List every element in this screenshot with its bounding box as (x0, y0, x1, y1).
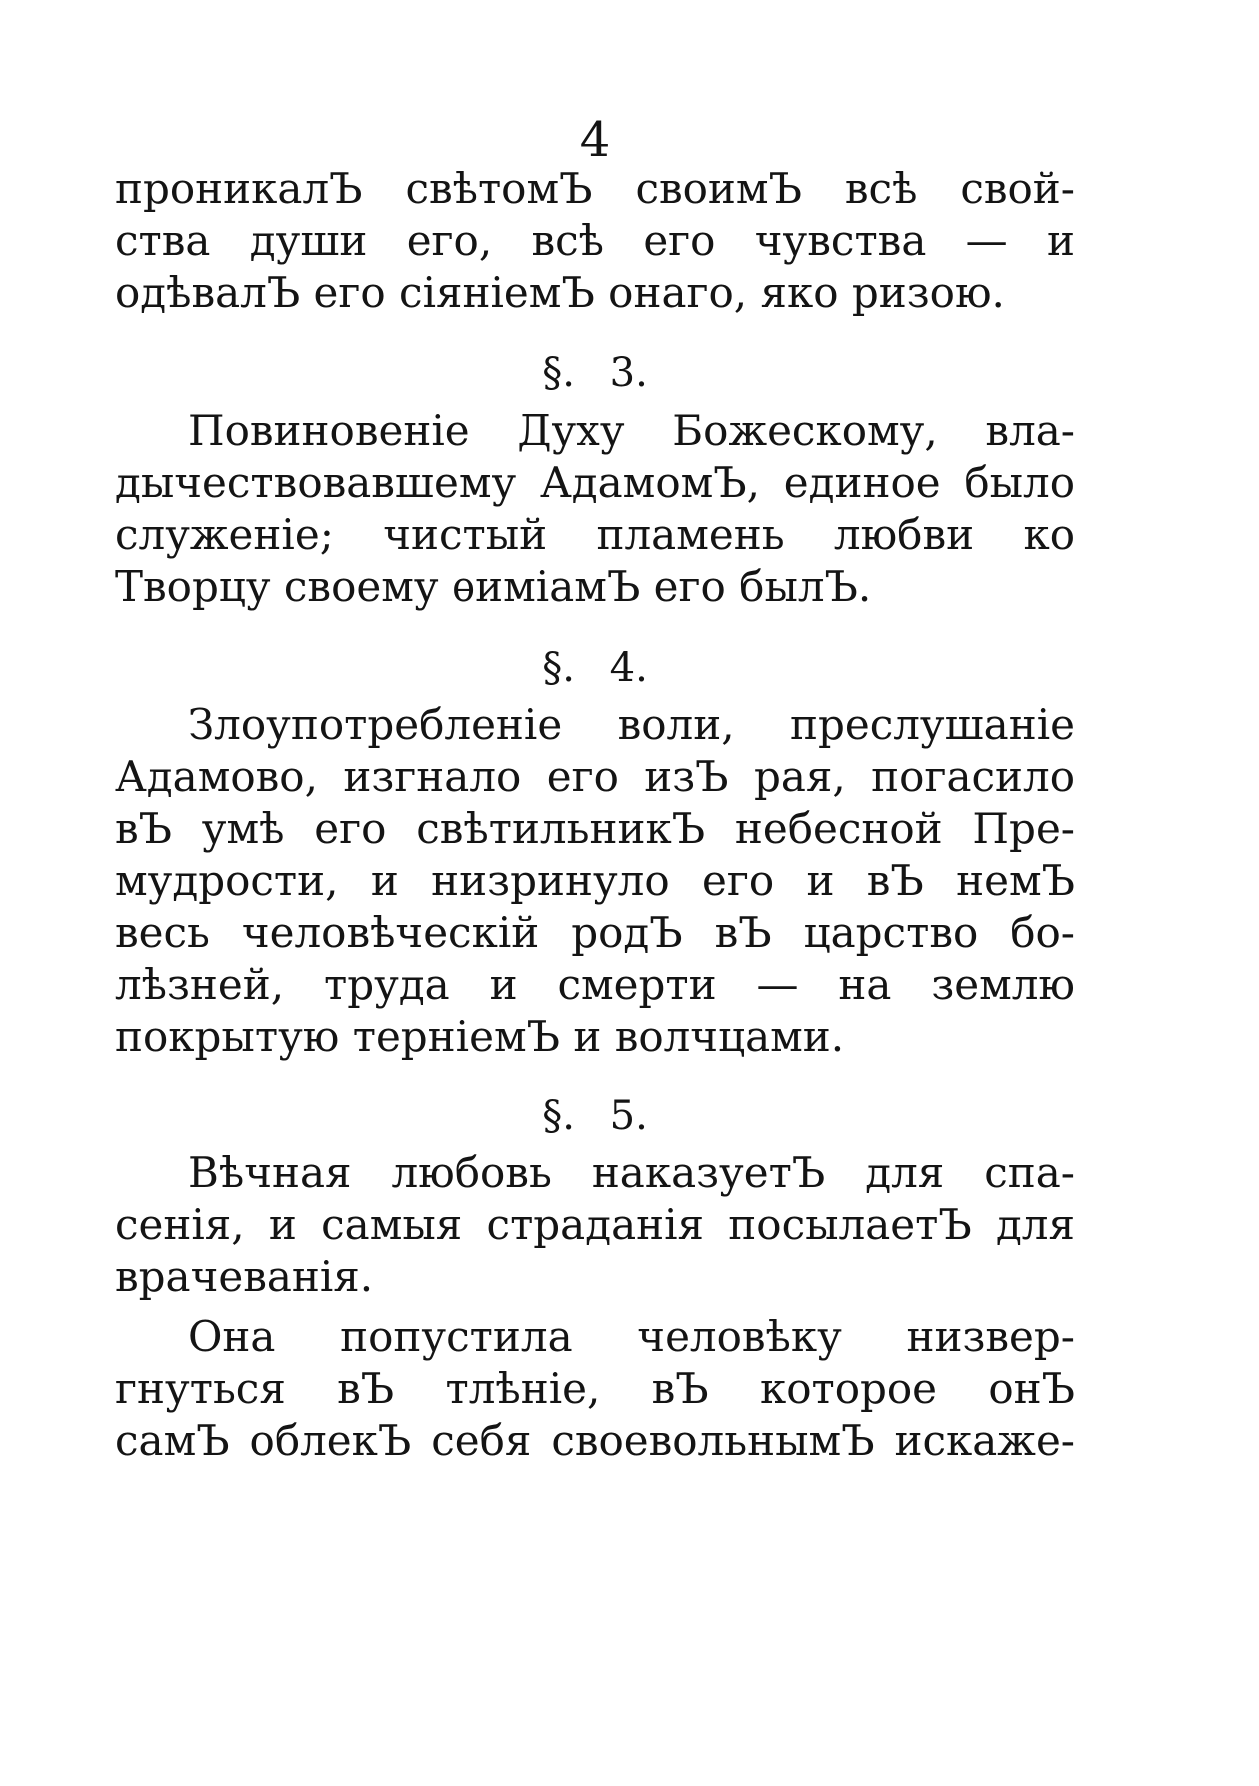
text-line: лѣзней, труда и смерти — на землю (115, 960, 1075, 1009)
text-line: Вѣчная любовь наказуетЪ для спа- (188, 1148, 1075, 1197)
text-line: ства души его, всѣ его чувства — и (115, 216, 1075, 265)
text-line: покрытую терніемЪ и волчцами. (115, 1012, 845, 1061)
text-line: гнуться вЪ тлѣніе, вЪ которое онЪ (115, 1364, 1075, 1413)
section-heading-4: §. 4. (542, 645, 648, 691)
text-line: весь человѣческій родЪ вЪ царство бо- (115, 908, 1075, 957)
text-line: Она попустила человѣку низвер- (188, 1312, 1075, 1361)
text-line: Повиновеніе Духу Божескому, вла- (188, 406, 1075, 455)
text-line: дычествовавшему АдамомЪ, единое было (115, 458, 1075, 507)
text-line: врачеванія. (115, 1252, 374, 1301)
text-line: одѣвалЪ его сіяніемЪ онаго, яко ризою. (115, 268, 1005, 317)
text-line: проникалЪ свѣтомЪ своимЪ всѣ свой- (115, 164, 1075, 213)
text-line: сенія, и самыя страданія посылаетЪ для (115, 1200, 1075, 1249)
text-line: мудрости, и низринуло его и вЪ немЪ (115, 856, 1075, 905)
text-line: вЪ умѣ его свѣтильникЪ небесной Пре- (115, 804, 1075, 853)
page-number: 4 (579, 112, 611, 168)
text-line: служеніе; чистый пламень любви ко (115, 510, 1075, 559)
text-line: Адамово, изгнало его изЪ рая, погасило (115, 752, 1075, 801)
text-line: Злоупотребленіе воли, преслушаніе (188, 700, 1075, 749)
section-heading-3: §. 3. (542, 350, 648, 396)
text-line: Творцу своему ѳиміамЪ его былЪ. (115, 562, 872, 611)
section-heading-5: §. 5. (542, 1093, 648, 1139)
text-line: самЪ облекЪ себя своевольнымЪ искаже- (115, 1416, 1075, 1465)
